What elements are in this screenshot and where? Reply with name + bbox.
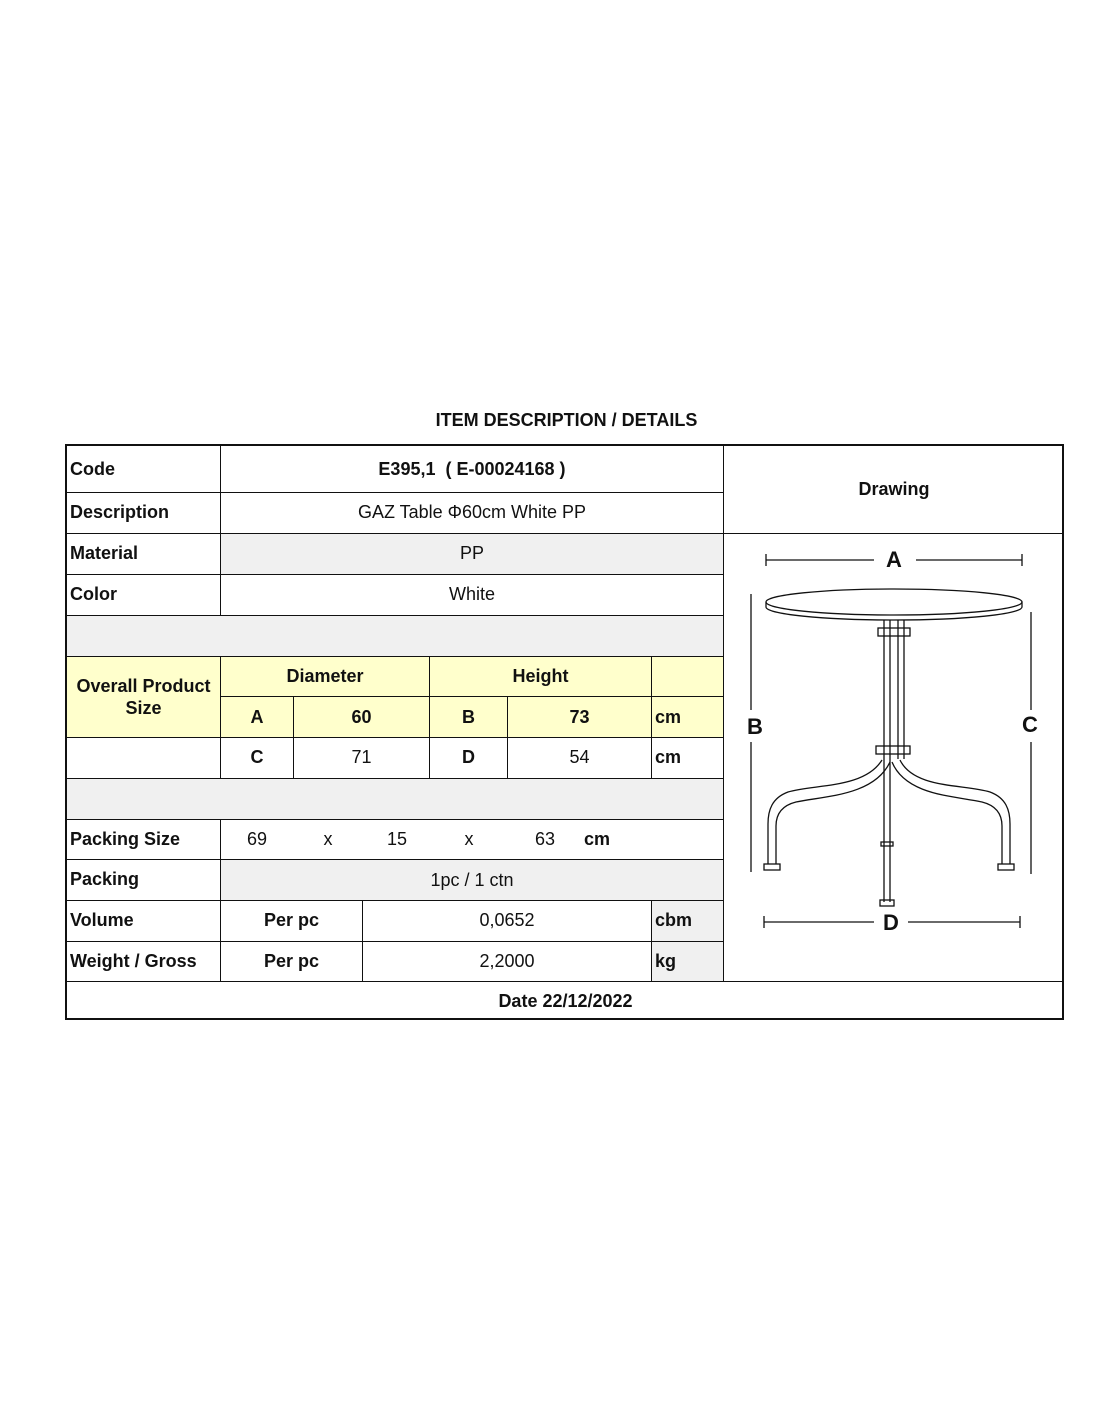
page-title: ITEM DESCRIPTION / DETAILS [435,410,698,430]
dim-d-value: 54 [569,747,590,767]
dim-label-a: A [886,547,902,572]
size-unit-1: cm [655,706,682,727]
spacer-row-1 [67,615,723,656]
dim-d-label: D [462,747,475,767]
material-label: Material [70,543,139,563]
weight-per: Per pc [263,950,320,971]
packing-label: Packing [70,869,140,889]
code-value: E395,1 ( E-00024168 ) [378,458,566,479]
weight-label: Weight / Gross [70,950,197,971]
packing-depth: 15 [386,828,408,849]
packing-size-label: Packing Size [70,828,181,849]
date-footer: Date 22/12/2022 [498,990,633,1011]
packing-sep-2: x [464,828,474,849]
table-drawing [724,534,1064,981]
item-details-sheet [65,444,1064,1020]
size-unit-2: cm [655,747,682,767]
color-label: Color [70,584,117,604]
dim-a-label: A [250,706,264,727]
volume-value: 0,0652 [479,910,535,930]
spacer-row-2 [67,778,723,819]
packing-unit: cm [583,828,610,849]
drawing-header: Drawing [858,479,930,499]
dim-c-value: 71 [351,747,372,767]
height-header: Height [512,665,569,686]
dim-a-value: 60 [351,706,372,727]
dim-b-label: B [462,706,475,727]
volume-label: Volume [70,910,134,930]
packing-value: 1pc / 1 ctn [430,869,514,890]
dim-c-label: C [250,747,264,767]
material-value: PP [459,543,484,563]
diameter-header: Diameter [286,665,364,686]
weight-value: 2,2000 [479,950,535,971]
description-value: GAZ Table Φ60cm White PP [357,502,587,522]
color-value: White [448,584,495,604]
weight-unit: kg [655,950,677,971]
packing-sep-1: x [323,828,333,849]
code-label: Code [70,458,115,479]
packing-height: 63 [534,828,556,849]
dim-label-c: C [1022,712,1038,737]
volume-per: Per pc [263,910,320,930]
dim-b-value: 73 [569,706,590,727]
dim-label-b: B [747,714,763,739]
volume-unit: cbm [655,910,693,930]
dim-label-d: D [883,910,899,935]
description-label: Description [70,502,170,522]
overall-size-label: Overall Product Size [76,675,211,718]
packing-width: 69 [246,828,268,849]
